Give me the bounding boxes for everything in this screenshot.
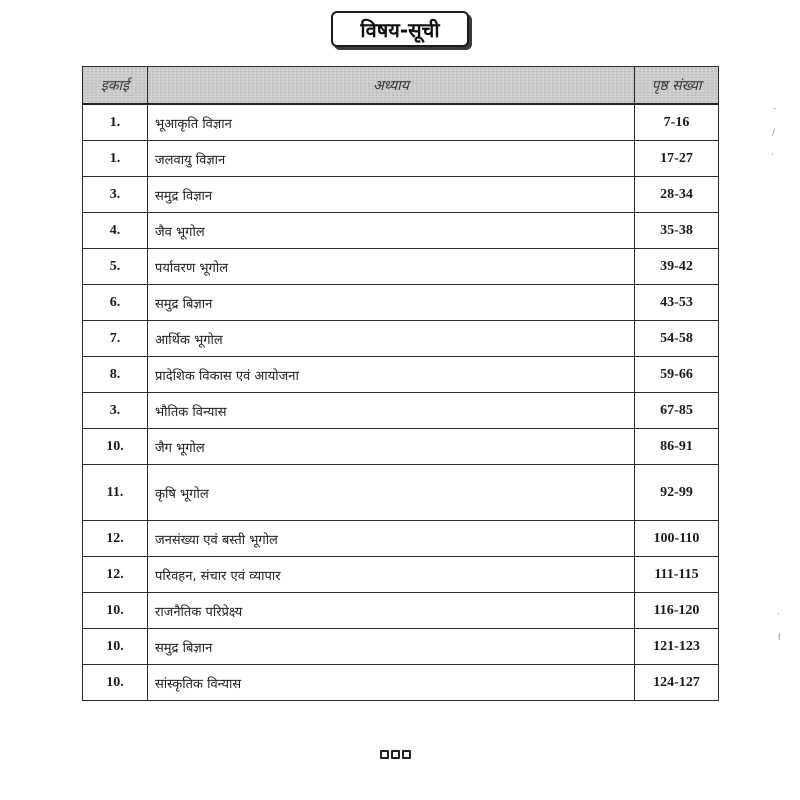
- table-row: [83, 249, 719, 285]
- page-range: 39-42: [635, 249, 719, 285]
- table-row: [83, 465, 719, 521]
- page-range: 54-58: [635, 321, 719, 357]
- unit-number: 6.: [83, 285, 148, 321]
- square-icon: [391, 750, 400, 759]
- page-range: 59-66: [635, 357, 719, 393]
- table-row: [83, 665, 719, 701]
- chapter-title: समुद्र बिज्ञान: [148, 285, 635, 321]
- table-of-contents: [82, 66, 719, 701]
- page-range: 67-85: [635, 393, 719, 429]
- chapter-title: आर्थिक भूगोल: [148, 321, 635, 357]
- scan-artifact: /: [772, 128, 776, 138]
- unit-number: 3.: [83, 393, 148, 429]
- chapter-title: पर्यावरण भूगोल: [148, 249, 635, 285]
- scan-artifact: ł: [778, 633, 781, 643]
- table-row: [83, 141, 719, 177]
- page-range: 86-91: [635, 429, 719, 465]
- chapter-title: समुद्र बिज्ञान: [148, 629, 635, 665]
- page-range: 111-115: [635, 557, 719, 593]
- table-row: [83, 177, 719, 213]
- table-row: [83, 521, 719, 557]
- unit-number: 12.: [83, 557, 148, 593]
- page-range: 124-127: [635, 665, 719, 701]
- square-icon: [380, 750, 389, 759]
- table-row: [83, 393, 719, 429]
- chapter-title: भूआकृति विज्ञान: [148, 104, 635, 141]
- unit-number: 1.: [83, 104, 148, 141]
- chapter-title: कृषि भूगोल: [148, 465, 635, 521]
- table-row: [83, 429, 719, 465]
- table-row: [83, 213, 719, 249]
- unit-number: 8.: [83, 357, 148, 393]
- table-row: [83, 285, 719, 321]
- page-range: 35-38: [635, 213, 719, 249]
- chapter-title: जैग भूगोल: [148, 429, 635, 465]
- unit-number: 10.: [83, 429, 148, 465]
- unit-number: 10.: [83, 665, 148, 701]
- table-row: [83, 629, 719, 665]
- end-mark-icon: [380, 750, 411, 759]
- chapter-title: जैव भूगोल: [148, 213, 635, 249]
- page-range: 100-110: [635, 521, 719, 557]
- column-header-pages: पृष्ठ संख्या: [635, 67, 719, 105]
- page-title: विषय-सूची: [331, 11, 469, 47]
- table-row: [83, 104, 719, 141]
- chapter-title: प्रादेशिक विकास एवं आयोजना: [148, 357, 635, 393]
- column-header-chapter: अध्याय: [148, 67, 635, 105]
- unit-number: 1.: [83, 141, 148, 177]
- table-header-row: [83, 67, 719, 105]
- unit-number: 3.: [83, 177, 148, 213]
- unit-number: 5.: [83, 249, 148, 285]
- page-range: 7-16: [635, 104, 719, 141]
- page-range: 43-53: [635, 285, 719, 321]
- table-row: [83, 557, 719, 593]
- page-range: 116-120: [635, 593, 719, 629]
- chapter-title: समुद्र विज्ञान: [148, 177, 635, 213]
- table-row: [83, 593, 719, 629]
- chapter-title: जलवायु विज्ञान: [148, 141, 635, 177]
- unit-number: 4.: [83, 213, 148, 249]
- chapter-title: राजनैतिक परिप्रेक्ष्य: [148, 593, 635, 629]
- square-icon: [402, 750, 411, 759]
- page-range: 28-34: [635, 177, 719, 213]
- scan-artifact: ·: [777, 610, 780, 620]
- scan-artifact: ·: [771, 150, 774, 160]
- chapter-title: सांस्कृतिक विन्यास: [148, 665, 635, 701]
- page-range: 17-27: [635, 141, 719, 177]
- column-header-unit: इकाई: [83, 67, 148, 105]
- chapter-title: जनसंख्या एवं बस्ती भूगोल: [148, 521, 635, 557]
- unit-number: 12.: [83, 521, 148, 557]
- page-range: 92-99: [635, 465, 719, 521]
- page-range: 121-123: [635, 629, 719, 665]
- scan-artifact: -: [773, 104, 777, 114]
- unit-number: 10.: [83, 629, 148, 665]
- unit-number: 11.: [83, 465, 148, 521]
- table-row: [83, 357, 719, 393]
- chapter-title: भौतिक विन्यास: [148, 393, 635, 429]
- unit-number: 7.: [83, 321, 148, 357]
- unit-number: 10.: [83, 593, 148, 629]
- table-row: [83, 321, 719, 357]
- chapter-title: परिवहन, संचार एवं व्यापार: [148, 557, 635, 593]
